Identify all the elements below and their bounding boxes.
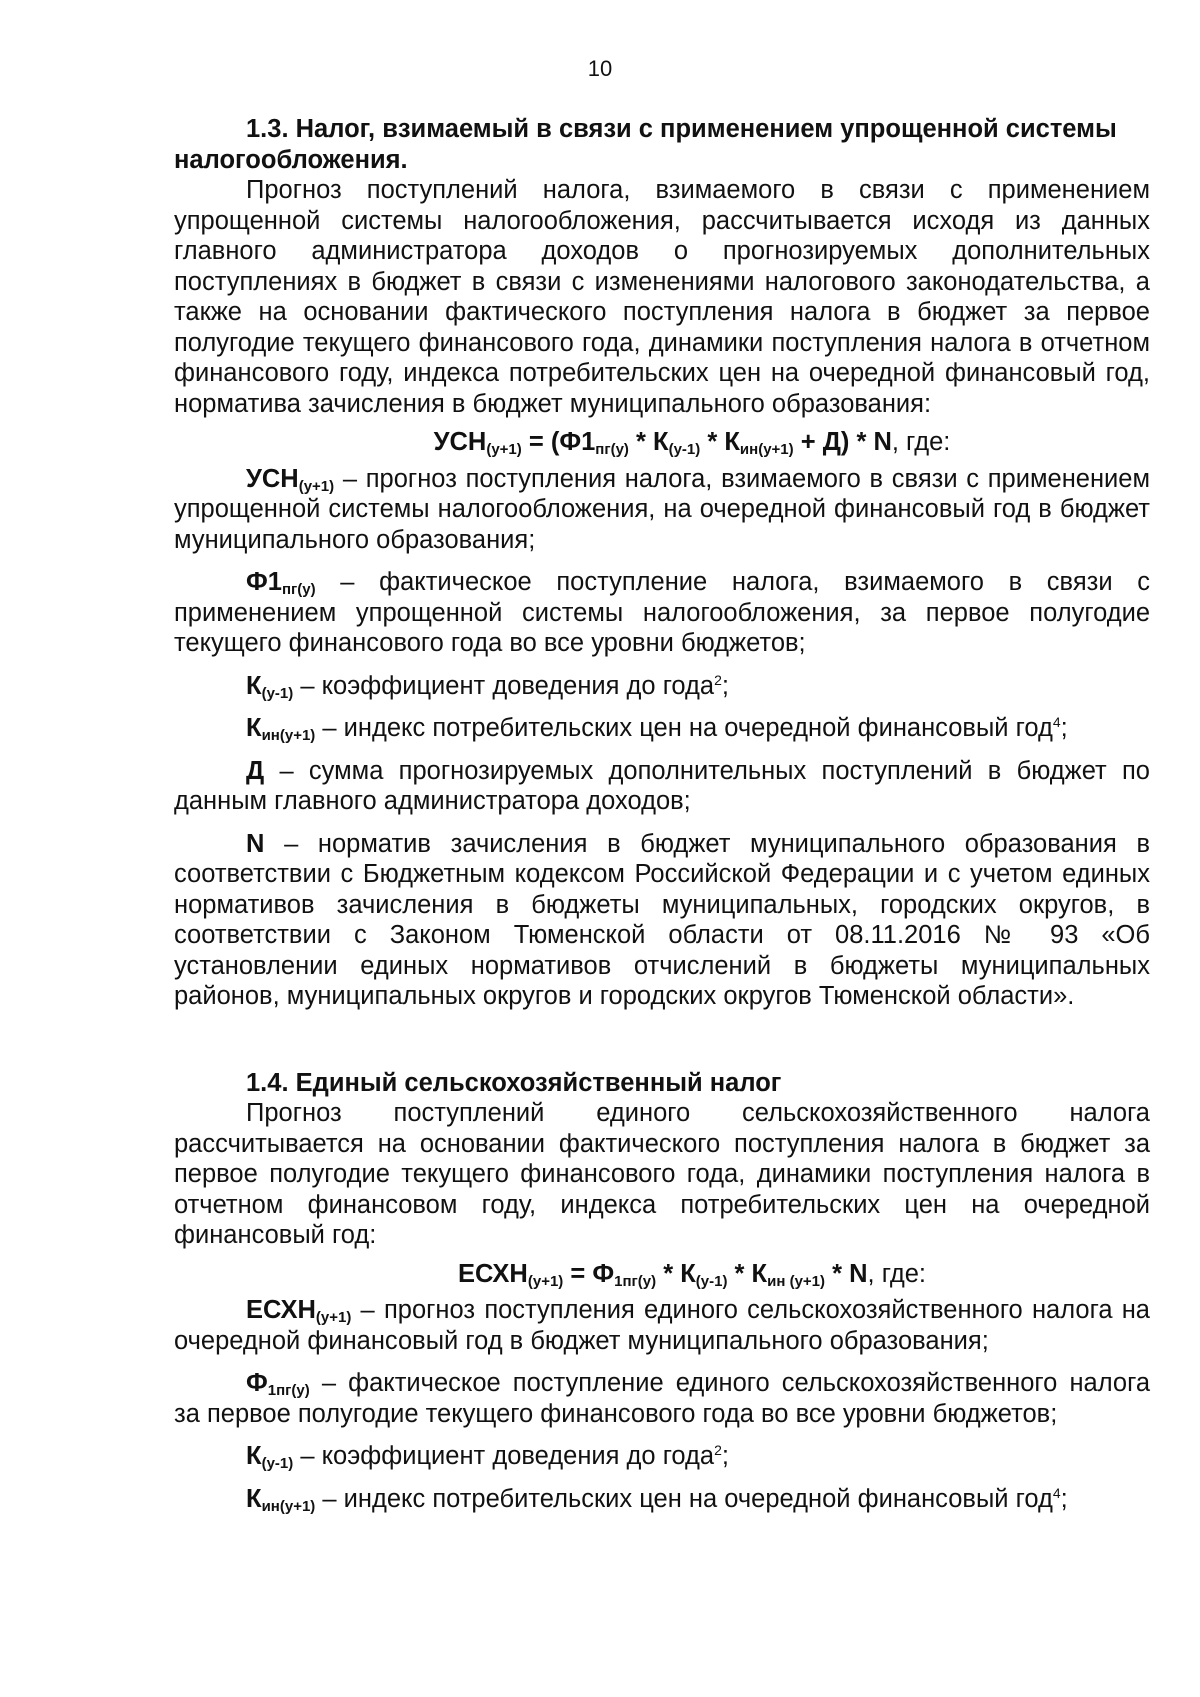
formula-kin-sub: ин(у+1): [739, 441, 794, 458]
document-body: [174, 114, 1150, 1514]
footnote-ref: 4: [1052, 714, 1061, 730]
definition-f1: $Ф1_{пг(у)}$ – фактическое поступление налога, взимаемого в связи с применением упрощенной системы налогообложения, за первое полугодие текущего финансового года во все уровни бюджетов;: [174, 568, 1150, 657]
eshn-formula: [174, 1259, 1150, 1290]
footnote-ref: 2: [714, 671, 722, 688]
footnote-ref: 2: [714, 1442, 722, 1458]
section-1-3-title: 1.3. Налог, взимаемый в связи с применением упрощенной системы налогообложения.: [174, 115, 1117, 174]
formula-lhs-sub: (у+1): [486, 441, 522, 458]
formula-eq: = (Ф1: [521, 428, 596, 456]
section-1-3-intro: Прогноз поступлений налога, взимаемого в связи с применением упрощенной системы налогообложения, рассчитывается исходя из данных главного администратора доходов о прогнозируемых дополнительных поступлениях в бюджет в связи с изменениями налогового законодательства, а также на основании фактического поступления налога в бюджет за первое полугодие текущего финансового года, динамики поступления налога в отчетном финансового году, индекса потребительских цен на очередной финансовый год, норматива зачисления в бюджет муниципального образования:: [174, 176, 1150, 418]
definition-f1: $Ф_{1пг(у)}$ – фактическое поступление единого сельскохозяйственного налога за первое полугодие текущего финансового года во все уровни бюджетов;: [174, 1369, 1150, 1428]
formula-eq: = Ф: [563, 1259, 615, 1288]
section-1-4-intro: Прогноз поступлений единого сельскохозяйственного налога рассчитывается на основании фактического поступления налога в бюджет за первое полугодие текущего финансового года, динамики поступления налога в отчетном финансовом году, индекса потребительских цен на очередной финансовый год:: [174, 1099, 1150, 1249]
definition-eshn: $ЕСХН_{(у+1)}$ – прогноз поступления единого сельскохозяйственного налога на очередной финансовый год в бюджет муниципального образования;: [174, 1296, 1150, 1355]
formula-k: * К: [656, 1259, 696, 1288]
formula-f1-sub: 1пг(у): [614, 1272, 657, 1290]
formula-k-sub: (у-1): [695, 1272, 728, 1290]
formula-lhs: ЕСХН: [457, 1259, 528, 1288]
formula-lhs-sub: (у+1): [527, 1272, 564, 1290]
definition-n: N – норматив зачисления в бюджет муниципального образования в соответствии с Бюджетным кодексом Российской Федерации и с учетом единых нормативов зачисления в бюджеты муниципальных, городских округов, в соответствии с Законом Тюменской области от 08.11.2016 № 93 «Об установлении единых нормативов отчислений в бюджеты муниципальных районов, муниципальных округов и городских округов Тюменской области».: [174, 829, 1150, 1010]
formula-kin: * К: [700, 428, 740, 456]
page-number: 10: [587, 56, 613, 81]
definition-k: $К_{(у-1)}$ – коэффициент доведения до года$^2$;: [246, 671, 730, 702]
definition-kin: $К_{ин(у+1)}$ – индекс потребительских цен на очередной финансовый год$^4$;: [246, 1484, 1068, 1515]
usn-formula: [174, 427, 1150, 458]
formula-lhs: УСН: [433, 428, 487, 456]
formula-kin-sub: ин (у+1): [767, 1272, 826, 1290]
definition-k: $К_{(у-1)}$ – коэффициент доведения до года$^2$;: [246, 1442, 730, 1472]
formula-kin: * К: [727, 1259, 768, 1288]
section-1-4-title: 1.4. Единый сельскохозяйственный налог: [246, 1068, 782, 1097]
footnote-ref: 4: [1052, 1484, 1061, 1501]
formula-tail: + Д) * N: [793, 428, 892, 456]
formula-tail: * N: [825, 1259, 868, 1288]
formula-k: * К: [628, 428, 669, 456]
formula-where: , где:: [867, 1259, 927, 1288]
formula-k-sub: (у-1): [668, 441, 701, 458]
definition-kin: $К_{ин(у+1)}$ – индекс потребительских цен на очередной финансовый год$^4$;: [246, 714, 1068, 744]
definition-d: Д – сумма прогнозируемых дополнительных поступлений в бюджет по данным главного администратора доходов;: [174, 756, 1150, 815]
definition-usn: $УСН_{(у+1)}$ – прогноз поступления налога, взимаемого в связи с применением упрощенной системы налогообложения, на очередной финансовый год в бюджет муниципального образования;: [174, 464, 1150, 554]
formula-where: , где:: [891, 428, 951, 456]
formula-f1-sub: пг(у): [595, 441, 629, 458]
